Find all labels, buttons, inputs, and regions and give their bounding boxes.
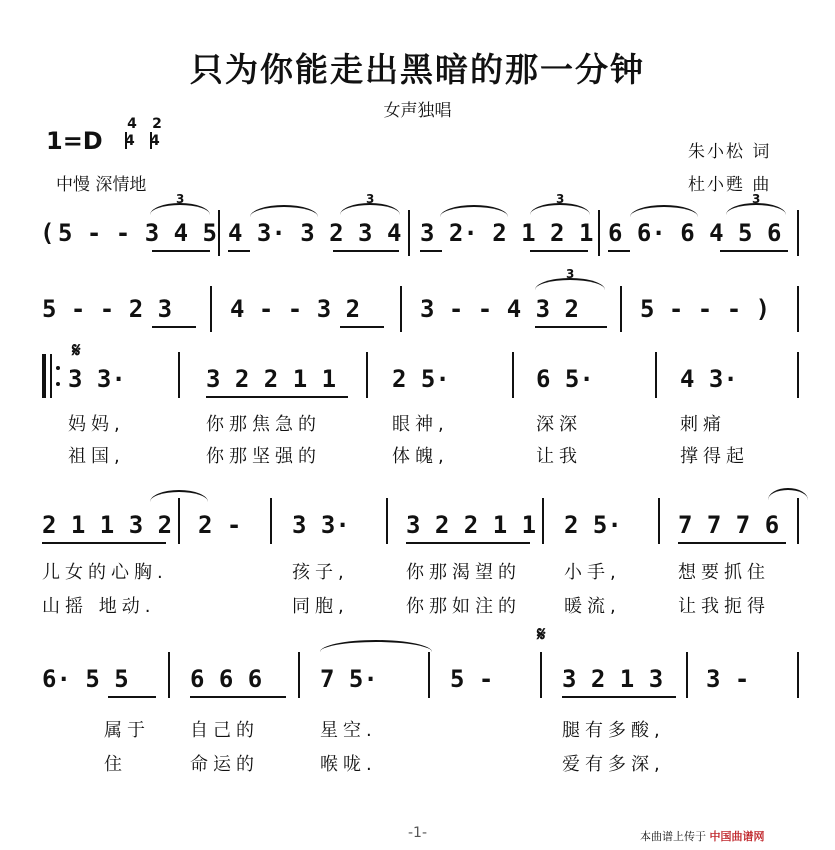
repeat-dot <box>56 382 60 386</box>
underline-beam <box>562 696 676 698</box>
barline <box>598 210 600 256</box>
underline-beam <box>535 326 607 328</box>
barline <box>386 498 388 544</box>
lyric-line1-part2: 孩子, <box>292 562 349 583</box>
underline-beam <box>333 250 399 252</box>
tie-continuation <box>768 488 808 500</box>
underline-beam <box>190 696 286 698</box>
triplet-number: 3 <box>566 267 575 281</box>
lyric-line1-part4: 深深 <box>536 414 582 435</box>
tie <box>630 205 698 217</box>
barline <box>655 352 657 398</box>
measure-5-3: 7 5· <box>320 665 378 693</box>
repeat-barline <box>50 354 52 398</box>
measure-2-2: 4 - - 3 2 <box>230 295 361 323</box>
barline <box>218 210 220 256</box>
tie <box>440 205 508 217</box>
lyric-line2-part2: 命运的 <box>190 754 259 775</box>
measure-1-3: 3 2· 2 1 2 1 <box>420 219 594 247</box>
barline <box>512 352 514 398</box>
barline <box>542 498 544 544</box>
underline-beam <box>420 250 442 252</box>
time-sig-top: 2 <box>152 116 162 132</box>
site-logo: 中国曲谱网 <box>709 830 765 843</box>
underline-beam <box>108 696 156 698</box>
measure-3-4: 6 5· <box>536 365 594 393</box>
measure-4-4: 3 2 2 1 1 <box>406 511 537 539</box>
barline <box>270 498 272 544</box>
triplet-number: 3 <box>752 192 761 206</box>
measure-1-1: 5 - - 3 4 5 <box>58 219 217 247</box>
time-sig-bottom: 4 <box>125 133 135 149</box>
lyric-line1-part4: 腿有多酸, <box>562 720 665 741</box>
lyric-line1-part1: 属于 <box>104 720 150 741</box>
barline <box>298 652 300 698</box>
triplet-number: 3 <box>556 192 565 206</box>
lyric-line2-part1: 住 <box>104 754 127 775</box>
lyric-line2-part4: 让我 <box>536 446 582 467</box>
underline-beam <box>42 542 166 544</box>
measure-5-6: 3 - <box>706 665 750 693</box>
barline <box>408 210 410 256</box>
lyric-line1-part3: 星空. <box>320 720 377 741</box>
barline <box>210 286 212 332</box>
measure-1-4: 6 6· 6 4 5 6 <box>608 219 782 247</box>
lyric-line2-part2: 你那坚强的 <box>206 446 321 467</box>
lyric-line2-part3: 体魄, <box>392 446 449 467</box>
measure-4-6: 7 7 7 6 <box>678 511 780 539</box>
measure-4-1: 2 1 1 3 2 <box>42 511 173 539</box>
underline-beam <box>608 250 630 252</box>
underline-beam <box>720 250 788 252</box>
segno-sign: 𝄋 <box>537 622 546 646</box>
lyricist-credit: 朱小松 词 <box>688 142 772 162</box>
measure-4-5: 2 5· <box>564 511 622 539</box>
lyric-line2-part4: 爱有多深, <box>562 754 665 775</box>
performance-type: 女声独唱 <box>383 101 452 121</box>
measure-5-2: 6 6 6 <box>190 665 263 693</box>
lyric-line2-part1: 祖国, <box>68 446 125 467</box>
repeat-barline <box>42 354 46 398</box>
barline <box>658 498 660 544</box>
lyric-line1-part1: 妈妈, <box>68 414 125 435</box>
measure-3-1: 3 3· <box>68 365 126 393</box>
composer-credit: 杜小甦 曲 <box>688 175 772 195</box>
measure-2-3: 3 - - 4 3 2 <box>420 295 579 323</box>
barline <box>540 652 542 698</box>
barline <box>620 286 622 332</box>
key-signature: 1=D <box>46 127 103 155</box>
barline <box>686 652 688 698</box>
lyric-line1-part3: 你那渴望的 <box>406 562 521 583</box>
time-sig-top: 4 <box>127 116 137 132</box>
tie <box>250 205 318 217</box>
barline <box>797 352 799 398</box>
underline-beam <box>206 396 348 398</box>
measure-3-3: 2 5· <box>392 365 450 393</box>
measure-1-2: 4 3· 3 2 3 4 <box>228 219 402 247</box>
page-number: -1- <box>407 825 427 841</box>
underline-beam <box>228 250 250 252</box>
measure-4-2: 2 - <box>198 511 242 539</box>
lyric-line1-part5: 想要抓住 <box>678 562 770 583</box>
time-signature-2-4 <box>150 116 164 149</box>
barline <box>797 498 799 544</box>
lyric-line1-part1: 儿女的心胸. <box>42 562 168 583</box>
lyric-line2-part1: 山摇 地动. <box>42 596 156 617</box>
underline-beam <box>678 542 786 544</box>
underline-beam <box>152 326 196 328</box>
lyric-line1-part3: 眼神, <box>392 414 449 435</box>
barline <box>797 210 799 256</box>
underline-beam <box>340 326 384 328</box>
measure-2-4: 5 - - - ) <box>640 295 771 323</box>
triplet-number: 3 <box>176 192 185 206</box>
lyric-line2-part5: 撑得起 <box>680 446 749 467</box>
measure-4-3: 3 3· <box>292 511 350 539</box>
lyric-line2-part5: 让我扼得 <box>678 596 770 617</box>
measure-3-2: 3 2 2 1 1 <box>206 365 337 393</box>
measure-5-1: 6· 5 5 <box>42 665 129 693</box>
underline-beam <box>530 250 588 252</box>
measure-5-5: 3 2 1 3 <box>562 665 664 693</box>
lyric-line2-part3: 你那如注的 <box>406 596 521 617</box>
tempo-marking: 中慢 深情地 <box>56 175 147 195</box>
segno-sign: 𝄋 <box>72 338 81 362</box>
barline <box>797 652 799 698</box>
time-signature-4-4 <box>125 116 139 149</box>
barline <box>168 652 170 698</box>
underline-beam <box>406 542 530 544</box>
barline <box>797 286 799 332</box>
measure-3-5: 4 3· <box>680 365 738 393</box>
barline <box>428 652 430 698</box>
barline <box>400 286 402 332</box>
measure-5-4: 5 - <box>450 665 494 693</box>
lyric-line2-part2: 同胞, <box>292 596 349 617</box>
barline <box>178 352 180 398</box>
underline-beam <box>152 250 210 252</box>
barline <box>178 498 180 544</box>
repeat-dot <box>56 366 60 370</box>
tie <box>320 640 432 652</box>
lyric-line1-part5: 刺痛 <box>680 414 726 435</box>
triplet-number: 3 <box>366 192 375 206</box>
lyric-line2-part4: 暖流, <box>564 596 621 617</box>
barline <box>366 352 368 398</box>
lyric-line1-part4: 小手, <box>564 562 621 583</box>
footer-prefix: 本曲谱上传于 <box>640 830 706 843</box>
time-sig-bottom: 4 <box>150 133 160 149</box>
lyric-line2-part3: 喉咙. <box>320 754 377 775</box>
paren-open: ( <box>40 219 55 247</box>
source-footer <box>640 828 765 844</box>
lyric-line1-part2: 你那焦急的 <box>206 414 321 435</box>
measure-2-1: 5 - - 2 3 <box>42 295 173 323</box>
lyric-line1-part2: 自己的 <box>190 720 259 741</box>
page-title: 只为你能走出黑暗的那一分钟 <box>190 50 645 89</box>
